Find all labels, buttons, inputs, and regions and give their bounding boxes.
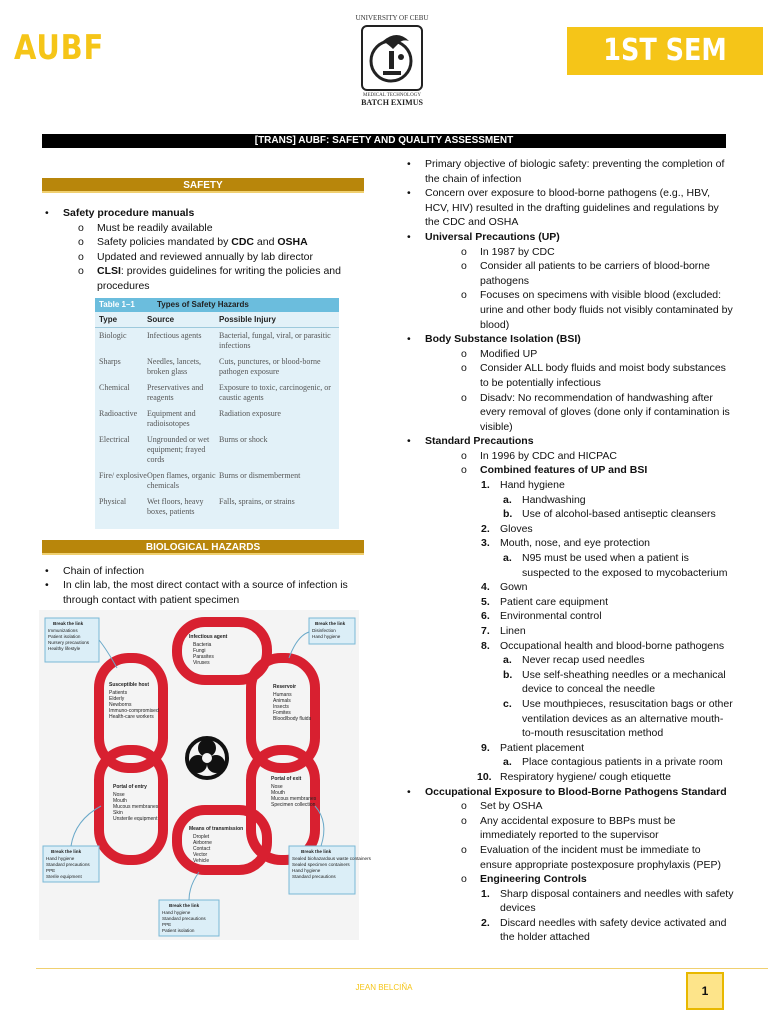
list-item: • Occupational Exposure to Blood-Borne Pathogens Standard o Set by OSHA o Any accidental exposure to BBPs must be immediately reported to the supervisor o Evaluation of the incident must be immediate to ensure appropriate postexposure prophylaxis (PEP) o Engineering Controls 1. Sharp disposal containers and needles with safety devices 2. Discard needles with safety device activated and the holder attached (407, 785, 734, 944)
table-header-row: Type Source Possible Injury (95, 312, 339, 328)
semester-badge (567, 27, 763, 75)
svg-text:Newborns: Newborns (109, 702, 132, 709)
svg-text:Nursery precautions: Nursery precautions (48, 640, 90, 646)
list-item: o CLSI: provides guidelines for writing the policies and procedures (78, 265, 341, 292)
svg-text:Hand hygiene: Hand hygiene (46, 856, 75, 862)
list-item: b. Use of alcohol-based antiseptic cleansers (503, 508, 716, 521)
list-item: o Engineering Controls 1. Sharp disposal containers and needles with safety devices 2. Discard needles with safety device activated and the holder attached (425, 872, 734, 945)
svg-text:Parasites: Parasites (193, 654, 214, 661)
list-item: 5. Patient care equipment (481, 595, 608, 608)
list-item: 6. Environmental control (481, 610, 602, 623)
list-item: • In clin lab, the most direct contact with a source of infection is through contact with patient specimen (45, 579, 348, 606)
svg-text:PPE: PPE (162, 922, 172, 928)
university-logo (352, 14, 432, 124)
list-item: o In 1996 by CDC and HICPAC (461, 449, 617, 462)
svg-text:Bacteria: Bacteria (193, 642, 212, 649)
svg-text:Unsterile equipment: Unsterile equipment (113, 816, 158, 823)
svg-text:Immunizations: Immunizations (48, 628, 78, 634)
svg-text:Standard precautions: Standard precautions (162, 916, 206, 922)
author-name: JEAN BELCIÑA (355, 983, 413, 992)
batch-name: BATCH EXIMUS (361, 98, 423, 107)
svg-text:Break the link: Break the link (51, 849, 82, 855)
svg-text:Standard precautions: Standard precautions (46, 862, 90, 868)
university-name: UNIVERSITY OF CEBU (355, 14, 429, 22)
list-item: • Primary objective of biologic safety: preventing the completion of the chain of infection (407, 158, 725, 185)
svg-text:Susceptible host: Susceptible host (109, 682, 150, 689)
list-item: 10. Respiratory hygiene/ cough etiquette (477, 770, 672, 783)
eagle-microscope-emblem-icon (361, 25, 423, 91)
svg-text:Blood/body fluids: Blood/body fluids (273, 716, 312, 723)
list-item: o Consider ALL body fluids and moist body substances to be potentially infectious (461, 362, 726, 389)
svg-text:Mucous membranes: Mucous membranes (113, 804, 159, 811)
svg-text:Vector: Vector (193, 852, 208, 859)
svg-text:Airborne: Airborne (193, 840, 212, 847)
list-item: 8. Occupational health and blood-borne pathogens a. Never recap used needles b. Use self-sheathing needles or a mechanical device to conceal the needle c. Use mouthpieces, resuscitation bags or other ventilation devices as an alternative mouth-to-mouth resuscitation method (425, 639, 734, 741)
list-item: 9. Patient placement a. Place contagious patients in a private room (425, 741, 734, 770)
svg-text:Break the link: Break the link (169, 903, 200, 909)
svg-text:Viruses: Viruses (193, 660, 210, 667)
svg-text:Nose: Nose (113, 792, 125, 799)
list-item: o Evaluation of the incident must be immediate to ensure appropriate postexposure prophylaxis (PEP) (461, 843, 722, 871)
svg-text:Break the link: Break the link (53, 621, 84, 627)
svg-text:Fungi: Fungi (193, 648, 206, 655)
svg-text:Patient isolation: Patient isolation (48, 634, 81, 640)
table-row: Sharps Needles, lancets, broken glass Cuts, punctures, or blood-borne pathogen exposure (99, 356, 321, 376)
svg-text:Specimen collection: Specimen collection (271, 802, 316, 809)
svg-text:Standard precautions: Standard precautions (292, 874, 336, 880)
list-item: o Safety policies mandated by CDC and OSHA (78, 236, 308, 249)
biohazard-icon (187, 738, 227, 778)
svg-text:Healthy lifestyle: Healthy lifestyle (48, 646, 81, 652)
list-item: o Combined features of UP and BSI 1. Hand hygiene a. Handwashing b. Use of alcohol-based antiseptic cleansers 2. Gloves 3. Mouth, nose, and eye protection a. N95 must be used when a patient is suspected to the exposed to mycobacterium 4. Gown 5. Patient care equipment 6. Environmental control 7. Linen 8. Occupational health and blood-borne pathogens a. Never recap used needles b. Use self-sheathing needles or a mechanical device to conceal the needle c. Use mouthpieces, resuscitation bags or other ventilation devices as an alternative mouth-to-mouth resuscitation method 9. Patient placement a. Place contagious patients in a private room 10. Respiratory hygiene/ cough etiquette (425, 463, 734, 784)
svg-text:Vehicle: Vehicle (193, 858, 210, 865)
list-item: 1. Hand hygiene a. Handwashing b. Use of alcohol-based antiseptic cleansers (425, 478, 734, 522)
svg-text:Portal of exit: Portal of exit (271, 776, 302, 783)
table-row: Physical Wet floors, heavy boxes, patients Falls, sprains, or strains (99, 496, 295, 516)
svg-text:Humans: Humans (273, 692, 292, 699)
svg-text:Hand hygiene: Hand hygiene (162, 910, 191, 916)
table-caption: Table 1–1 Types of Safety Hazards (95, 298, 339, 312)
svg-text:Means of transmission: Means of transmission (189, 826, 244, 833)
svg-text:Elderly: Elderly (109, 696, 125, 703)
svg-text:Hand hygiene: Hand hygiene (292, 868, 321, 874)
svg-text:Sterile equipment: Sterile equipment (46, 874, 82, 880)
svg-text:Health-care workers: Health-care workers (109, 714, 154, 721)
safety-hazards-table (95, 298, 339, 529)
svg-text:Infectious agent: Infectious agent (189, 634, 228, 641)
list-item: c. Use mouthpieces, resuscitation bags or other ventilation devices as an alternative mouth-to-mouth resuscitation method (503, 697, 733, 740)
list-item: b. Use self-sheathing needles or a mechanical device to conceal the needle (503, 668, 726, 696)
svg-text:Patient isolation: Patient isolation (162, 928, 195, 934)
list-item: • Universal Precautions (UP) o In 1987 by CDC o Consider all patients to be carriers of blood-borne pathogens o Focuses on specimens with visible blood (excluded: urine and other body fluids not visibly contaminated by blood) (407, 230, 733, 331)
list-item: o Updated and reviewed annually by lab director (78, 250, 313, 263)
svg-text:Disinfection: Disinfection (312, 628, 336, 634)
list-item: a. Place contagious patients in a private room (503, 756, 723, 769)
list-item: 2. Discard needles with safety device activated and the holder attached (481, 916, 727, 944)
list-item: a. Never recap used needles (503, 654, 645, 667)
chain-of-infection-diagram (39, 610, 371, 940)
list-item: o Disadv: No recommendation of handwashing after every removal of gloves (done only if contamination is visible) (461, 391, 730, 433)
table-row: Radioactive Equipment and radioisotopes Radiation exposure (99, 408, 281, 428)
svg-text:Hand hygiene: Hand hygiene (312, 634, 341, 640)
right-column (404, 157, 734, 945)
list-item: 4. Gown (481, 581, 528, 594)
svg-text:Contact: Contact (193, 846, 211, 853)
list-item: 3. Mouth, nose, and eye protection a. N95 must be used when a patient is suspected to the exposed to mycobacterium (425, 536, 734, 580)
list-item: o Modified UP (461, 347, 538, 360)
list-item: o Focuses on specimens with visible blood (excluded: urine and other body fluids not visibly contaminated by blood) (461, 289, 733, 331)
list-item: 7. Linen (481, 625, 526, 637)
svg-text:Mucous membranes: Mucous membranes (271, 796, 317, 803)
list-item: • Chain of infection (45, 564, 145, 577)
svg-text:Mouth: Mouth (271, 790, 285, 797)
list-item: 2. Gloves (481, 522, 533, 535)
svg-text:Break the link: Break the link (301, 849, 332, 855)
semester-badge-label: 1ST SEM (603, 33, 727, 68)
safety-heading: SAFETY (42, 178, 364, 193)
list-item: • Standard Precautions o In 1996 by CDC and HICPAC o Combined features of UP and BSI 1. Hand hygiene a. Handwashing b. Use of alcohol-based antiseptic cleansers 2. Gloves 3. Mouth, nose, and eye protection a. N95 must be used when a patient is suspected to the exposed to mycobacterium 4. Gown 5. Patient care equipment 6. Environmental control 7. Linen 8. Occupational health and blood-borne pathogens a. Never recap used needles b. Use self-sheathing needles or a mechanical device to conceal the needle c. Use mouthpieces, resuscitation bags or other ventilation devices as an alternative mouth-to-mouth resuscitation method 9. Patient placement a. Place contagious patients in a private room 10. Respiratory hygiene/ cough etiquette (407, 435, 733, 783)
svg-text:PPE: PPE (46, 868, 56, 874)
svg-text:Nose: Nose (271, 784, 283, 791)
table-row: Chemical Preservatives and reagents Exposure to toxic, carcinogenic, or caustic agents (99, 382, 331, 402)
svg-text:Sealed biohazardous waste cont: Sealed biohazardous waste containers (292, 856, 371, 862)
footer-divider (36, 968, 768, 969)
list-item: o Consider all patients to be carriers of blood-borne pathogens (461, 260, 710, 287)
svg-text:Immuno-compromised: Immuno-compromised (109, 708, 159, 715)
document-title: [TRANS] AUBF: SAFETY AND QUALITY ASSESSMENT (42, 134, 726, 148)
list-item: o Any accidental exposure to BBPs must be immediately reported to the supervisor (461, 814, 676, 842)
biological-hazards-heading: BIOLOGICAL HAZARDS (42, 540, 364, 555)
svg-text:Droplet: Droplet (193, 834, 210, 841)
page-number: 1 (686, 972, 724, 1010)
list-item: o Set by OSHA (461, 800, 543, 813)
left-column (42, 178, 371, 940)
list-item: o Must be readily available (78, 221, 213, 234)
list-item: o In 1987 by CDC (461, 245, 555, 258)
table-row: Electrical Ungrounded or wet equipment; frayed cords Burns or shock (99, 434, 268, 464)
table-row: Fire/ explosive Open flames, organic chemicals Burns or dismemberment (99, 470, 301, 490)
svg-text:Break the link: Break the link (315, 621, 346, 627)
svg-text:Portal of entry: Portal of entry (113, 784, 147, 791)
svg-text:Mouth: Mouth (113, 798, 127, 805)
department-name: MEDICAL TECHNOLOGY (363, 93, 421, 98)
list-item: a. Handwashing (503, 493, 586, 506)
aubf-logo-text: AUBF (14, 28, 105, 68)
svg-text:Patients: Patients (109, 690, 128, 697)
table-row: Biologic Infectious agents Bacterial, fungal, viral, or parasitic infections (99, 330, 331, 350)
svg-text:Sealed specimen containers: Sealed specimen containers (292, 862, 350, 868)
svg-text:Insects: Insects (273, 704, 289, 711)
list-item: a. N95 must be used when a patient is suspected to the exposed to mycobacterium (503, 552, 728, 579)
svg-text:Animals: Animals (273, 698, 291, 705)
list-item: 1. Sharp disposal containers and needles with safety devices (481, 887, 734, 915)
list-item: • Body Substance Isolation (BSI) o Modified UP o Consider ALL body fluids and moist body substances to be potentially infectious o Disadv: No recommendation of handwashing after every removal of gloves (done only if contamination is visible) (404, 332, 734, 434)
list-item: • Concern over exposure to blood-borne pathogens (e.g., HBV, HCV, HIV) resulted in the drafting guidelines and regulations by the CDC and OSHA (407, 187, 719, 229)
svg-text:Reservoir: Reservoir (273, 684, 297, 691)
svg-text:Fomites: Fomites (273, 710, 291, 717)
svg-text:Skin: Skin (113, 810, 123, 817)
list-item: • Safety procedure manuals o Must be readily available o Safety policies mandated by CDC and OSHA o Updated and reviewed annually by lab director o CLSI: provides guidelines for writing the policies and procedures (42, 206, 364, 294)
